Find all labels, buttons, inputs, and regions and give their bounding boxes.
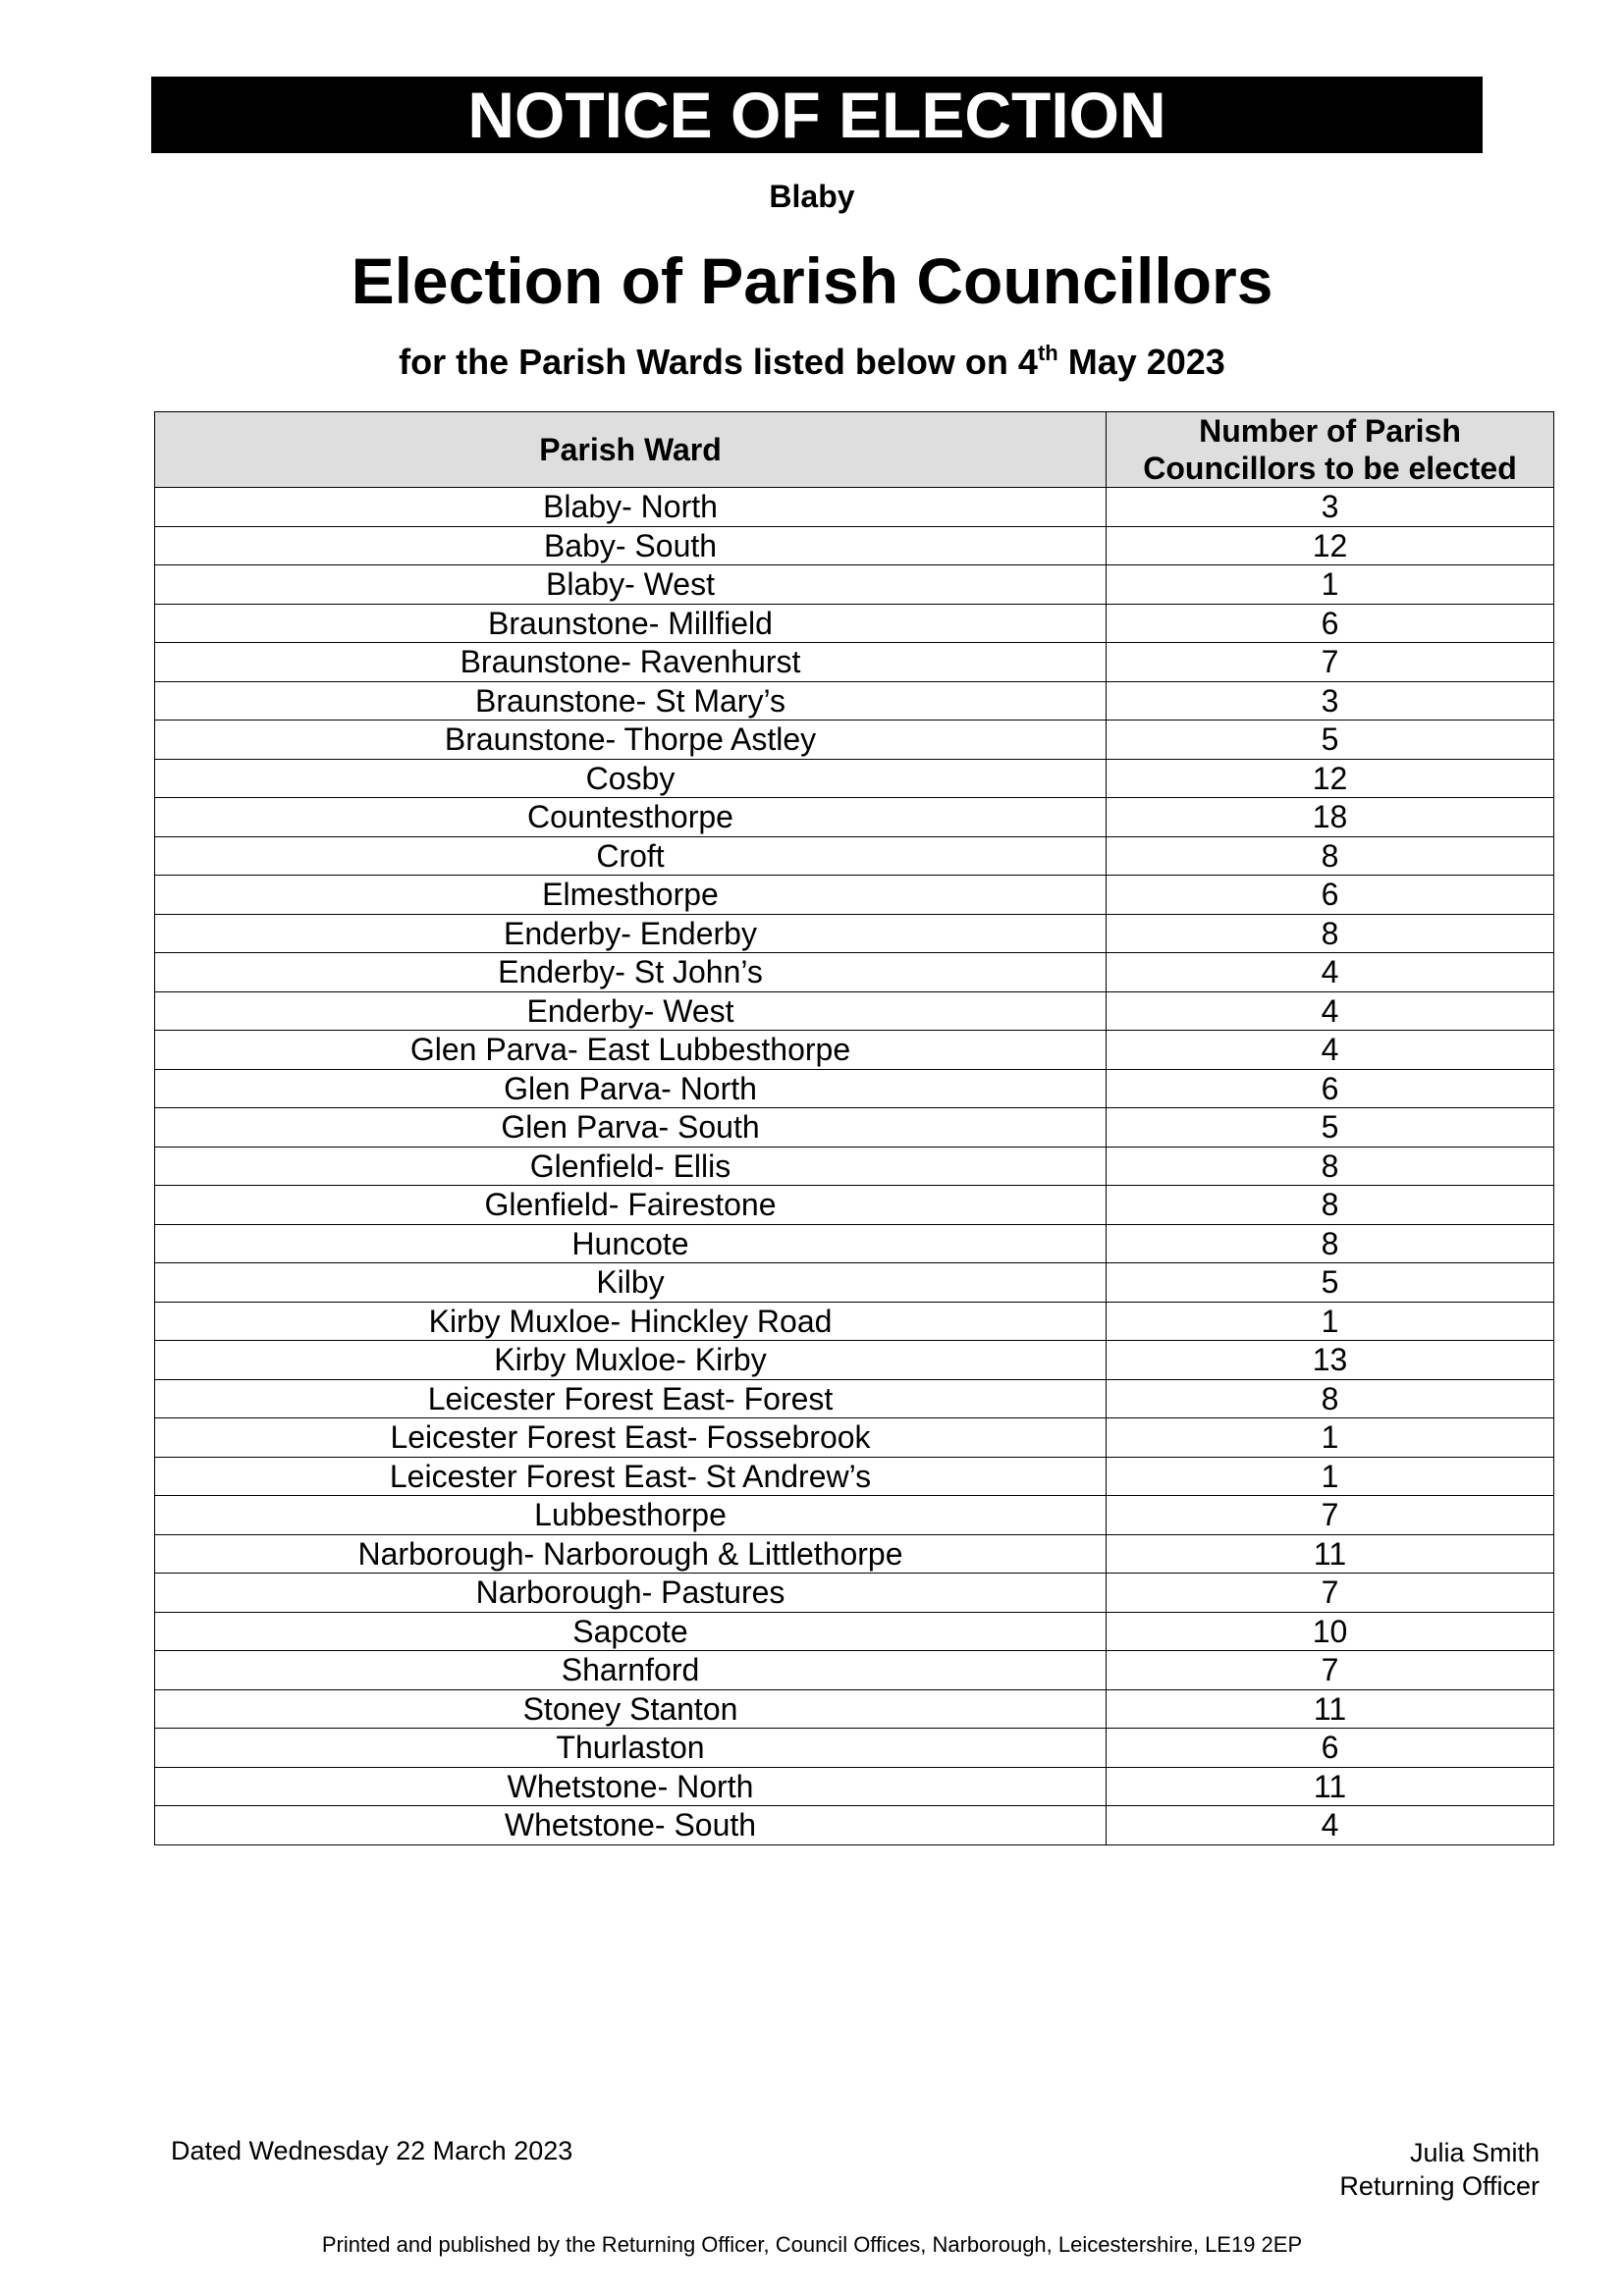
dated-line: Dated Wednesday 22 March 2023 — [171, 2136, 573, 2165]
subtitle-ordinal-suffix: th — [1037, 341, 1058, 365]
table-row — [155, 1147, 1554, 1186]
ward-name-cell: Glenfield- Ellis — [155, 1147, 1107, 1186]
ward-name-cell: Huncote — [155, 1224, 1107, 1263]
councillor-count-cell: 5 — [1107, 1108, 1554, 1148]
councillor-count-cell: 1 — [1107, 565, 1554, 605]
table-row — [155, 798, 1554, 837]
councillor-count-cell: 1 — [1107, 1457, 1554, 1496]
parish-wards-table — [154, 411, 1554, 1845]
councillor-count-cell: 6 — [1107, 876, 1554, 915]
ward-name-cell: Blaby- North — [155, 488, 1107, 527]
table-row — [155, 488, 1554, 527]
ward-name-cell: Lubbesthorpe — [155, 1496, 1107, 1535]
table-row — [155, 1108, 1554, 1148]
ward-name-cell: Sapcote — [155, 1612, 1107, 1651]
ward-name-cell: Stoney Stanton — [155, 1689, 1107, 1729]
councillor-count-cell: 6 — [1107, 1729, 1554, 1768]
councillor-count-cell: 8 — [1107, 914, 1554, 953]
column-header-count-line2: Councillors to be elected — [1143, 451, 1517, 486]
ward-name-cell: Narborough- Narborough & Littlethorpe — [155, 1534, 1107, 1574]
councillor-count-cell: 7 — [1107, 1651, 1554, 1690]
table-row — [155, 953, 1554, 992]
officer-title: Returning Officer — [1339, 2171, 1540, 2201]
ward-name-cell: Countesthorpe — [155, 798, 1107, 837]
councillor-count-cell: 8 — [1107, 1186, 1554, 1225]
councillor-count-cell: 11 — [1107, 1534, 1554, 1574]
councillor-count-cell: 1 — [1107, 1302, 1554, 1341]
table-row — [155, 1729, 1554, 1768]
table-row — [155, 1689, 1554, 1729]
table-row — [155, 1379, 1554, 1418]
ward-name-cell: Braunstone- Thorpe Astley — [155, 721, 1107, 760]
ward-name-cell: Sharnford — [155, 1651, 1107, 1690]
councillor-count-cell: 1 — [1107, 1418, 1554, 1458]
table-row — [155, 1418, 1554, 1458]
councillor-count-cell: 12 — [1107, 526, 1554, 565]
ward-name-cell: Whetstone- South — [155, 1806, 1107, 1845]
table-row — [155, 1496, 1554, 1535]
ward-name-cell: Kilby — [155, 1263, 1107, 1303]
councillor-count-cell: 8 — [1107, 836, 1554, 876]
table-row — [155, 1224, 1554, 1263]
councillor-count-cell: 13 — [1107, 1341, 1554, 1380]
councillor-count-cell: 11 — [1107, 1767, 1554, 1806]
councillor-count-cell: 6 — [1107, 604, 1554, 643]
table-row — [155, 836, 1554, 876]
ward-name-cell: Kirby Muxloe- Hinckley Road — [155, 1302, 1107, 1341]
subtitle-suffix: May 2023 — [1057, 342, 1225, 382]
councillor-count-cell: 4 — [1107, 991, 1554, 1031]
table-row — [155, 526, 1554, 565]
table-row — [155, 991, 1554, 1031]
ward-name-cell: Glen Parva- North — [155, 1069, 1107, 1108]
table-row — [155, 1767, 1554, 1806]
table-row — [155, 1534, 1554, 1574]
table-header-row — [155, 412, 1554, 488]
table-row — [155, 604, 1554, 643]
councillor-count-cell: 11 — [1107, 1689, 1554, 1729]
councillor-count-cell: 7 — [1107, 1574, 1554, 1613]
table-row — [155, 643, 1554, 682]
ward-name-cell: Glen Parva- East Lubbesthorpe — [155, 1031, 1107, 1070]
table-row — [155, 1069, 1554, 1108]
councillor-count-cell: 10 — [1107, 1612, 1554, 1651]
councillor-count-cell: 12 — [1107, 759, 1554, 798]
authority-name: Blaby — [769, 179, 855, 214]
table-row — [155, 1263, 1554, 1303]
ward-name-cell: Leicester Forest East- Forest — [155, 1379, 1107, 1418]
councillor-count-cell: 5 — [1107, 1263, 1554, 1303]
ward-name-cell: Cosby — [155, 759, 1107, 798]
councillor-count-cell: 6 — [1107, 1069, 1554, 1108]
ward-name-cell: Glenfield- Fairestone — [155, 1186, 1107, 1225]
returning-officer-block — [1339, 2136, 1540, 2203]
notice-banner: NOTICE OF ELECTION — [151, 77, 1483, 153]
column-header-parish-ward: Parish Ward — [155, 412, 1107, 488]
column-header-count-line1: Number of Parish — [1199, 413, 1461, 449]
ward-name-cell: Baby- South — [155, 526, 1107, 565]
councillor-count-cell: 4 — [1107, 953, 1554, 992]
table-row — [155, 1612, 1554, 1651]
councillor-count-cell: 7 — [1107, 643, 1554, 682]
councillor-count-cell: 8 — [1107, 1379, 1554, 1418]
table-row — [155, 1806, 1554, 1845]
ward-name-cell: Whetstone- North — [155, 1767, 1107, 1806]
ward-name-cell: Kirby Muxloe- Kirby — [155, 1341, 1107, 1380]
table-row — [155, 1457, 1554, 1496]
ward-name-cell: Blaby- West — [155, 565, 1107, 605]
page-title: Election of Parish Councillors — [351, 244, 1273, 317]
table-row — [155, 759, 1554, 798]
ward-name-cell: Glen Parva- South — [155, 1108, 1107, 1148]
ward-name-cell: Braunstone- Ravenhurst — [155, 643, 1107, 682]
councillor-count-cell: 18 — [1107, 798, 1554, 837]
ward-name-cell: Enderby- Enderby — [155, 914, 1107, 953]
table-row — [155, 1302, 1554, 1341]
election-subtitle — [0, 342, 1624, 383]
table-row — [155, 1574, 1554, 1613]
ward-name-cell: Leicester Forest East- St Andrew’s — [155, 1457, 1107, 1496]
column-header-councillor-count — [1107, 412, 1554, 488]
table-row — [155, 681, 1554, 721]
ward-name-cell: Elmesthorpe — [155, 876, 1107, 915]
councillor-count-cell: 8 — [1107, 1147, 1554, 1186]
table-row — [155, 721, 1554, 760]
ward-name-cell: Narborough- Pastures — [155, 1574, 1107, 1613]
councillor-count-cell: 5 — [1107, 721, 1554, 760]
table-row — [155, 1186, 1554, 1225]
councillor-count-cell: 3 — [1107, 488, 1554, 527]
ward-name-cell: Braunstone- St Mary’s — [155, 681, 1107, 721]
table-row — [155, 1031, 1554, 1070]
councillor-count-cell: 4 — [1107, 1031, 1554, 1070]
table-body — [155, 488, 1554, 1845]
table-row — [155, 565, 1554, 605]
subtitle-prefix: for the Parish Wards listed below on 4 — [399, 342, 1038, 382]
table-row — [155, 1651, 1554, 1690]
table-row — [155, 1341, 1554, 1380]
councillor-count-cell: 4 — [1107, 1806, 1554, 1845]
officer-name: Julia Smith — [1409, 2138, 1540, 2167]
councillor-count-cell: 7 — [1107, 1496, 1554, 1535]
table-row — [155, 876, 1554, 915]
ward-name-cell: Enderby- West — [155, 991, 1107, 1031]
ward-name-cell: Leicester Forest East- Fossebrook — [155, 1418, 1107, 1458]
ward-name-cell: Enderby- St John’s — [155, 953, 1107, 992]
imprint-line: Printed and published by the Returning Officer, Council Offices, Narborough, Leicestershire, LE19 2EP — [321, 2232, 1303, 2257]
ward-name-cell: Thurlaston — [155, 1729, 1107, 1768]
ward-name-cell: Braunstone- Millfield — [155, 604, 1107, 643]
ward-name-cell: Croft — [155, 836, 1107, 876]
table-row — [155, 914, 1554, 953]
councillor-count-cell: 8 — [1107, 1224, 1554, 1263]
councillor-count-cell: 3 — [1107, 681, 1554, 721]
